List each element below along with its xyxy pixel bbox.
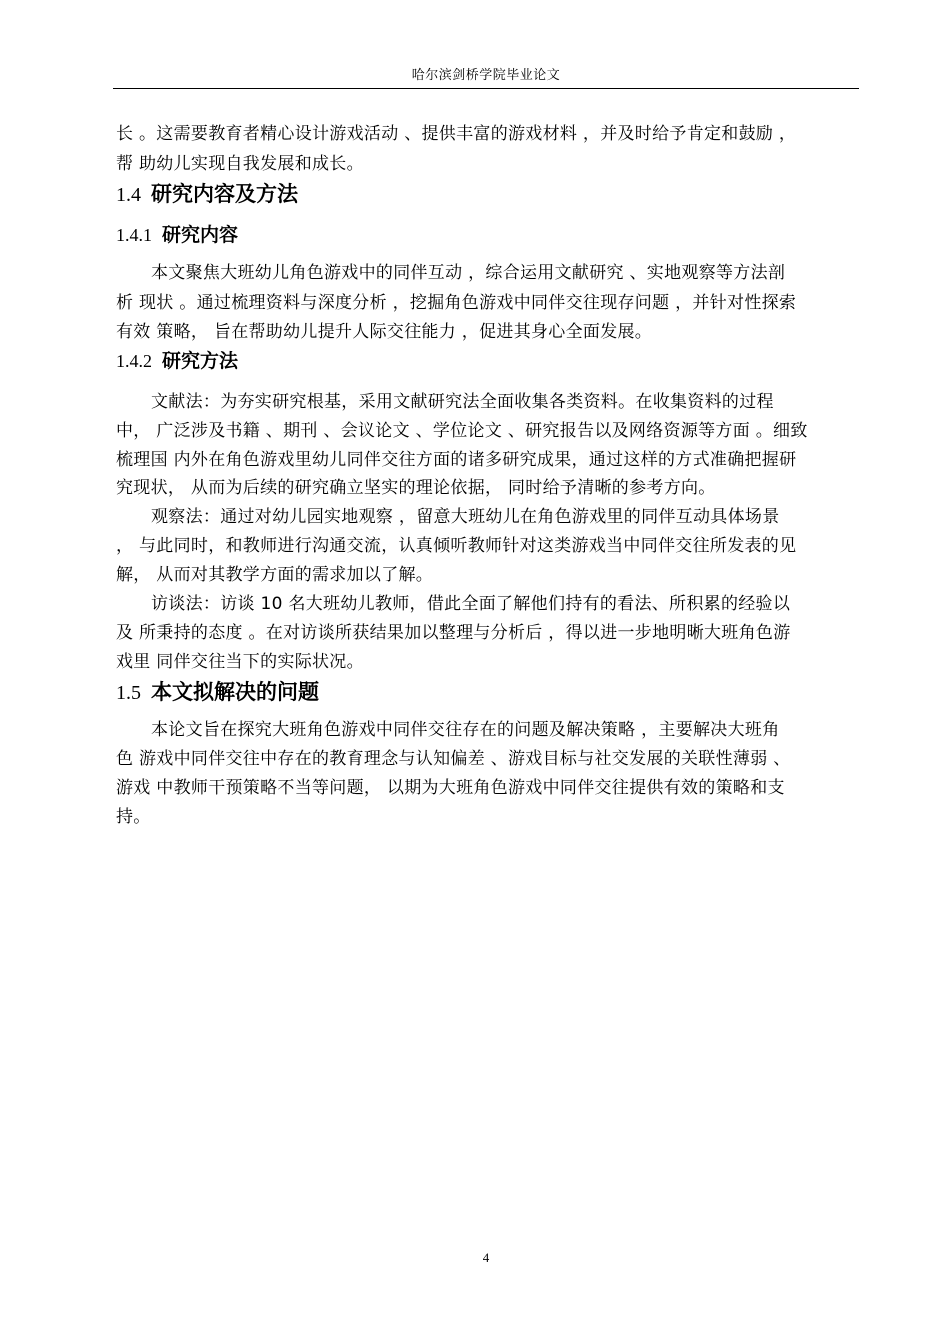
body-line: 本文聚焦大班幼儿角色游戏中的同伴互动 ，综合运用文献研究 、实地观察等方法剖 <box>151 263 786 283</box>
body-line: 色 游戏中同伴交往中存在的教育理念与认知偏差 、游戏目标与社交发展的关联性薄弱 、 <box>116 749 791 769</box>
subsection-heading <box>116 348 238 374</box>
section-number: 1.5 <box>116 682 141 704</box>
body-line: 帮 助幼儿实现自我发展和成长。 <box>116 154 364 174</box>
subsection-number: 1.4.2 <box>116 351 152 371</box>
section-title: 本文拟解决的问题 <box>151 680 319 704</box>
section-number: 1.4 <box>116 184 141 206</box>
subsection-title: 研究内容 <box>162 224 239 246</box>
subsection-heading <box>116 222 238 248</box>
body-line: 及 所秉持的态度 。在对访谈所获结果加以整理与分析后 ，得以进一步地明晰大班角色游 <box>116 623 791 643</box>
body-line: 解， 从而对其教学方面的需求加以了解。 <box>116 565 434 585</box>
body-line: 观察法：通过对幼儿园实地观察 ，留意大班幼儿在角色游戏里的同伴互动具体场景 <box>151 507 780 527</box>
running-header: 哈尔滨剑桥学院毕业论文 <box>411 68 561 83</box>
page-number: 4 <box>482 1250 490 1265</box>
body-line: 梳理国 内外在角色游戏里幼儿同伴交往方面的诸多研究成果，通过这样的方式准确把握研 <box>116 450 797 470</box>
section-heading <box>116 180 298 209</box>
body-line: 持。 <box>116 807 151 827</box>
body-line: 究现状， 从而为后续的研究确立坚实的理论依据， 同时给予清晰的参考方向。 <box>116 478 716 498</box>
body-line: 析 现状 。通过梳理资料与深度分析 ，挖掘角色游戏中同伴交往现存问题 ，并针对性探索 <box>116 293 797 313</box>
section-title: 研究内容及方法 <box>151 182 298 206</box>
header-rule <box>113 88 859 89</box>
subsection-title: 研究方法 <box>162 350 239 372</box>
section-heading <box>116 678 319 707</box>
body-line: 访谈法：访谈 10 名大班幼儿教师，借此全面了解他们持有的看法、所积累的经验以 <box>151 594 791 614</box>
body-line: 本论文旨在探究大班角色游戏中同伴交往存在的问题及解决策略 ，主要解决大班角 <box>151 720 780 740</box>
body-line: 中， 广泛涉及书籍 、期刊 、会议论文 、学位论文 、研究报告以及网络资源等方面 。细致 <box>116 421 808 441</box>
body-line: 游戏 中教师干预策略不当等问题， 以期为大班角色游戏中同伴交往提供有效的策略和支 <box>116 778 785 798</box>
body-line: 长 。这需要教育者精心设计游戏活动 、提供丰富的游戏材料 ，并及时给予肯定和鼓励 ， <box>116 124 797 144</box>
body-line: ， 与此同时，和教师进行沟通交流，认真倾听教师针对这类游戏当中同伴交往所发表的见 <box>116 536 797 556</box>
subsection-number: 1.4.1 <box>116 225 152 245</box>
body-line: 有效 策略， 旨在帮助幼儿提升人际交往能力 ，促进其身心全面发展。 <box>116 322 653 342</box>
body-line: 戏里 同伴交往当下的实际状况。 <box>116 652 364 672</box>
body-line: 文献法：为夯实研究根基，采用文献研究法全面收集各类资料。在收集资料的过程 <box>151 392 774 412</box>
